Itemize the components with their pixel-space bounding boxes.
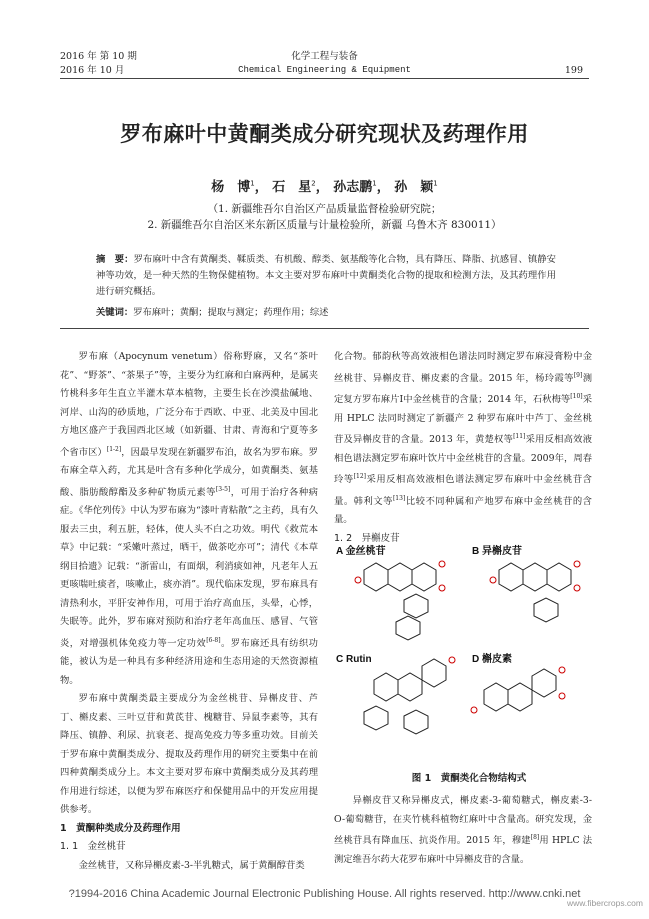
author-name: 石 星 [272, 180, 312, 195]
section-heading: 1 黄酮种类成分及药理作用 [60, 822, 181, 834]
text-run: 比较不同种属和产地罗布麻中金丝桃苷的含量。 [334, 495, 592, 526]
author-affiliation-mark: 2 [311, 179, 316, 188]
figure-number: 图 1 [411, 773, 432, 784]
citation: [6-8] [206, 636, 221, 644]
paper-title: 罗布麻叶中黄酮类成分研究现状及药理作用 [120, 122, 529, 146]
citation: [12] [353, 473, 366, 481]
text-run: 测定复方罗布麻片Ⅰ中金丝桃苷的含量；2014 年，石秋梅等 [334, 372, 592, 406]
text-run: 用 HPLC 法测定维吾尔药大花罗布麻叶中异槲皮苷的含量。 [334, 835, 592, 865]
subsection-heading: 1. 2 异槲皮苷 [334, 532, 400, 544]
right-column-top [334, 348, 592, 548]
keywords [96, 305, 556, 321]
text-run: 化合物。郁韵秋等高效液相色谱法同时测定罗布麻浸膏粉中金丝桃苷、异槲皮苷、槲皮素的含量。2015 年，杨玲霞等 [334, 351, 592, 384]
copyright-footer [0, 888, 649, 900]
panel-label-c: C Rutin [336, 654, 372, 665]
citation: [10] [570, 393, 583, 401]
author-list: 杨 博$^1$， 石 星$^2$， 孙志鹏$^1$， 孙 颖$^1$ [211, 179, 438, 195]
footer-url[interactable]: http://www.cnki.net [488, 888, 581, 900]
journal-title-en: Chemical Engineering & Equipment [238, 65, 411, 75]
body-paragraph [334, 792, 592, 869]
panel-label-a: A 金丝桃苷 [336, 546, 386, 557]
affiliation-line: 2. 新疆维吾尔自治区米东新区质量与计量检验所，新疆 乌鲁木齐 830011） [147, 219, 502, 231]
copyright-text: ?1994-2016 China Academic Journal Electronic Publishing House. All rights reserved. [68, 888, 486, 900]
issue-number: 2016 年 第 10 期 [60, 51, 137, 62]
text-run: 采用反相高效液相色谱法测定罗布麻叶饮片中金丝桃苷的含量。2009年，周春玲等 [334, 434, 592, 486]
text-run: ，可用于治疗各种病症。《华佗列传》中认为罗布麻为“漆叶青粘散”之主药，具有久服去三虫，利五脏，轻体，使人头不白之功效。明代《救荒本草》中记载：“采嫩叶蒸过，晒干，做茶吃亦可”；清代《本草纲目拾遗》记载：“浙雷山，有面烟，利消痰如神，凡老年人五更咳喘吐痰者，咳嗽止，痰亦消”。现代临床发现，罗布麻具有清热利水，平肝安神作用，可用于治疗高血压，头晕，心悸，失眠等。此外，罗布麻对预防和治疗老年高血压、感冒、气管炎，对增强机体免疫力等一定功效 [60, 486, 318, 649]
citation: [9] [573, 371, 583, 379]
figure-caption-text: 黄酮类化合物结构式 [440, 773, 527, 784]
text-run: 。罗布麻还具有纺织功能，被认为是一种具有多种经济用途和生态用途的天然资源植物。 [60, 637, 318, 686]
keywords-label: 关键词： [96, 307, 134, 318]
author-name: 孙志鹏 [333, 180, 373, 195]
header-rule [60, 78, 589, 79]
citation: [1-2] [106, 445, 122, 453]
abstract-text: 罗布麻叶中含有黄酮类、鞣质类、有机酸、醇类、氨基酸等化合物，具有降压、降脂、抗感冒、镇静安神等功效，是一种天然的生物保健植物。本文主要对罗布麻叶中黄酮类化合物的提取和检测方法，及其药理作用进行研究概括。 [96, 254, 556, 297]
citation: [13] [392, 494, 406, 502]
abstract-label: 摘 要： [96, 254, 134, 265]
text-run: 异槲皮苷又称异槲皮式，槲皮素-3-葡萄糖式，槲皮素-3-O-葡萄糖苷，在夹竹桃科植物红麻叶中含量高。研究发现，金丝桃苷具有降血压、抗炎作用。2015 年，穆建 [334, 795, 592, 847]
body-paragraph [60, 348, 318, 690]
text-run: 采用反相高效液相色谱法测定罗布麻叶中金丝桃苷含量。韩利文等 [334, 474, 592, 507]
subsection-heading: 1. 1 金丝桃苷 [60, 841, 126, 853]
citation: [11] [513, 433, 526, 441]
page-number: 199 [564, 65, 583, 76]
text-run: ，因最早发现在新疆罗布泊，故名为罗布麻。罗布麻全草入药，尤其是叶含有多种化学成分，如黄酮类、氨基酸、脂肪酸醇酯及多种矿物质元素等 [60, 446, 318, 498]
watermark: www.fibercrops.com [566, 898, 643, 908]
text-run: 罗布麻（Apocynum venetum）俗称野麻，又名“茶叶花”、“野茶”、“茶果子”等，主要分为红麻和白麻两种，是属夹竹桃科多年生直立半灌木草本植物，主要生长在沙漠盐碱地、河岸、山沟的砂质地，广泛分布于西欧、中亚、北美及中国北方地区盛产于我国西北区域（如新疆、甘肃、青海和宁夏等多个省市区） [60, 351, 318, 458]
author-affiliation-mark: 1 [250, 179, 255, 188]
body-paragraph [334, 348, 592, 530]
abstract-rule [60, 328, 589, 329]
abstract [96, 252, 556, 300]
journal-title-cn: 化学工程与装备 [291, 51, 358, 62]
affiliation-line: （1. 新疆维吾尔自治区产品质量监督检验研究院； [207, 203, 442, 215]
body-paragraph: 罗布麻中黄酮类最主要成分为金丝桃苷、异槲皮苷、芦丁、槲皮素、三叶豆苷和黄芪苷、槐糖苷、异鼠李素等，其有降压、镇静、利尿、抗衰老、提高免疫力等多重功效。目前关于罗布麻中黄酮类成分、提取及药理作用的研究主要集中在前四种黄酮类成分上。本文主要对罗布麻中黄酮类成分及其药理作用进行综述，以便为罗布麻医疗和保健用品中的开发应用提供参考。 [60, 693, 318, 816]
panel-label-d: D 槲皮素 [472, 654, 513, 665]
author-affiliation-mark: 1 [433, 179, 438, 188]
panel-label-b: B 异槲皮苷 [472, 546, 523, 557]
author-name: 孙 颖 [394, 180, 434, 195]
citation: [8] [530, 834, 540, 841]
flavonoid-structures-figure [334, 540, 604, 760]
left-column [60, 348, 318, 875]
author-name: 杨 博 [211, 180, 251, 195]
keywords-text: 罗布麻叶；黄酮；提取与测定；药理作用；综述 [133, 307, 329, 318]
issue-month: 2016 年 10 月 [60, 65, 125, 76]
text-run: 采用 HPLC 法同时测定了新疆产 2 种罗布麻叶中芦丁、金丝桃苷及异槲皮苷的含量。2013 年，黄楚权等 [334, 394, 592, 446]
figure-caption [334, 770, 604, 784]
right-column-bottom [334, 792, 592, 869]
author-affiliation-mark: 1 [372, 179, 377, 188]
citation: [3-5] [215, 485, 231, 493]
body-paragraph: 金丝桃苷，又称异槲皮素-3-半乳糖式，属于黄酮醇苷类 [78, 859, 305, 871]
